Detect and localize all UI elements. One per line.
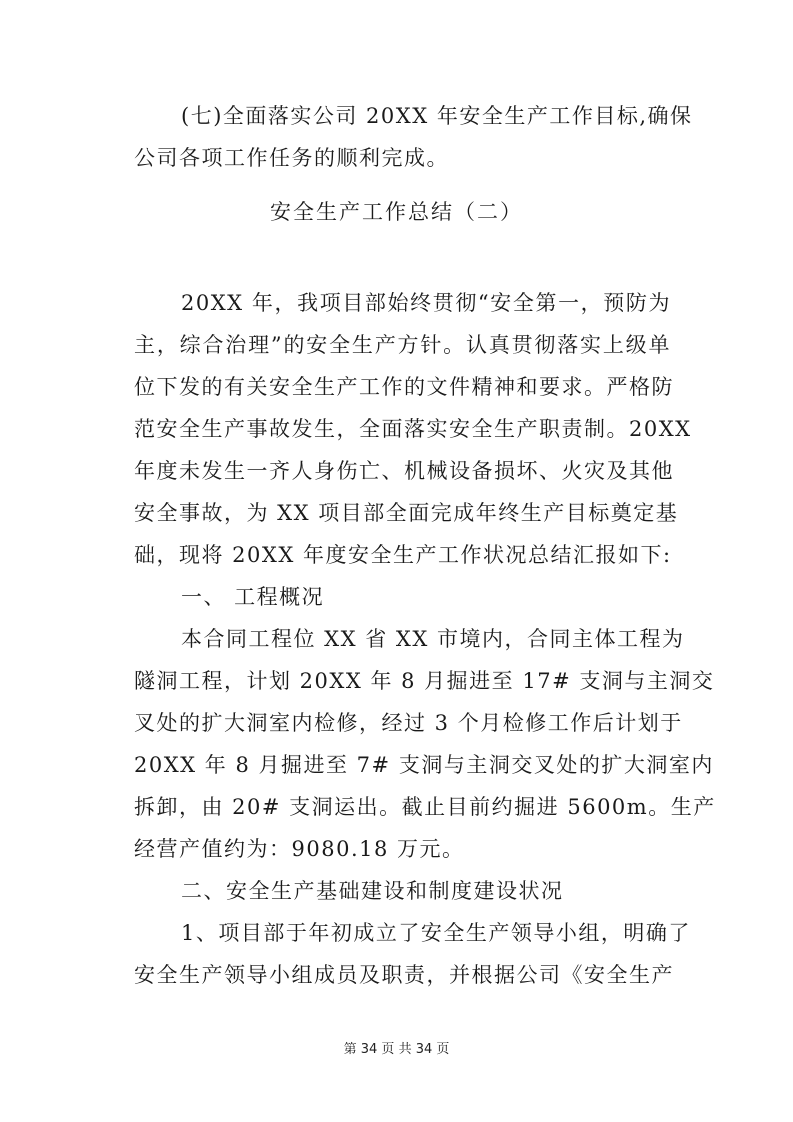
para1-line-7: 础，现将 20XX 年度安全生产工作状况总结汇报如下:	[134, 543, 672, 567]
section1-line-3: 叉处的扩大洞室内检修，经过 3 个月检修工作后计划于	[134, 711, 683, 735]
intro-line-1: (七)全面落实公司 20XX 年安全生产工作目标,确保	[181, 104, 693, 128]
section1-line-6: 经营产值约为：9080.18 万元。	[134, 837, 465, 861]
section2-line-1: 1、项目部于年初成立了安全生产领导小组，明确了	[181, 921, 691, 945]
section2-line-2: 安全生产领导小组成员及职责，并根据公司《安全生产	[134, 963, 674, 987]
section-title: 安全生产工作总结（二）	[270, 200, 523, 224]
section1-line-5: 拆卸，由 20# 支洞运出。截止目前约掘进 5600m。生产	[134, 795, 716, 819]
section1-heading: 一、 工程概况	[181, 585, 325, 609]
section1-line-2: 隧洞工程，计划 20XX 年 8 月掘进至 17# 支洞与主洞交	[134, 669, 715, 693]
section1-line-1: 本合同工程位 XX 省 XX 市境内，合同主体工程为	[181, 627, 685, 651]
para1-line-2: 主，综合治理”的安全生产方针。认真贯彻落实上级单	[134, 333, 671, 357]
page-footer: 第 34 页 共 34 页	[343, 1042, 450, 1057]
para1-line-3: 位下发的有关安全生产工作的文件精神和要求。严格防	[134, 375, 674, 399]
section2-heading: 二、安全生产基础建设和制度建设状况	[181, 879, 564, 903]
intro-line-2: 公司各项工作任务的顺利完成。	[134, 146, 449, 170]
para1-line-5: 年度未发生一齐人身伤亡、机械设备损坏、火灾及其他	[134, 459, 674, 483]
para1-line-6: 安全事故，为 XX 项目部全面完成年终生产目标奠定基	[134, 501, 679, 525]
section1-line-4: 20XX 年 8 月掘进至 7# 支洞与主洞交叉处的扩大洞室内	[134, 753, 714, 777]
para1-line-4: 范安全生产事故发生，全面落实安全生产职责制。20XX	[134, 417, 692, 441]
para1-line-1: 20XX 年，我项目部始终贯彻“安全第一，预防为	[181, 291, 671, 315]
